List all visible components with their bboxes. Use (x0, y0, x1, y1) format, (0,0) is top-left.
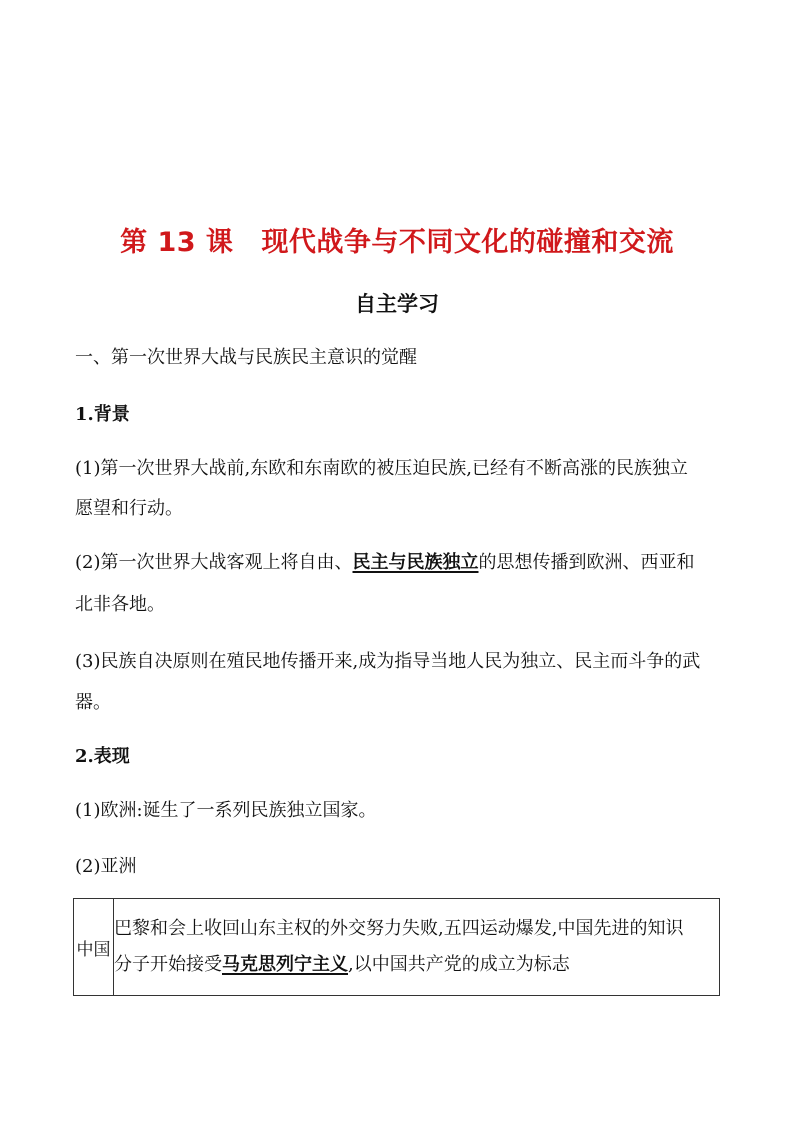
background-item2-line2: 北非各地。 (75, 594, 165, 615)
background-item3-line1: (3)民族自决原则在殖民地传播开来,成为指导当地人民为独立、民主而斗争的武 (75, 651, 701, 672)
lesson-number: 第 13 课 (120, 227, 234, 258)
background-item2-line1 (75, 552, 725, 574)
item2-keyword: 民主与民族独立 (352, 552, 479, 573)
item2-post-text: 的思想传播到欧洲、西亚和 (478, 552, 695, 573)
background-item1-line2: 愿望和行动。 (75, 498, 183, 519)
table-row (74, 899, 720, 996)
lesson-title (0, 220, 794, 259)
background-item3-line2: 器。 (75, 692, 111, 713)
table-content-line2 (114, 947, 719, 983)
part1-heading: 一、第一次世界大战与民族民主意识的觉醒 (75, 347, 417, 368)
item2-pre-text: (2)第一次世界大战客观上将自由、 (75, 552, 353, 573)
manifestation-heading: 2.表现 (75, 746, 130, 767)
asia-table (73, 898, 720, 996)
table-content-line1: 巴黎和会上收回山东主权的外交努力失败,五四运动爆发,中国先进的知识 (114, 918, 684, 939)
table-label-china: 中国 (74, 899, 114, 996)
background-item1-line1: (1)第一次世界大战前,东欧和东南欧的被压迫民族,已经有不断高涨的民族独立 (75, 458, 688, 479)
lesson-name: 现代战争与不同文化的碰撞和交流 (261, 227, 674, 258)
asia-item: (2)亚洲 (75, 856, 137, 877)
table-line2-post: ,以中国共产党的成立为标志 (348, 954, 570, 975)
europe-item: (1)欧洲:诞生了一系列民族独立国家。 (75, 800, 377, 821)
background-heading: 1.背景 (75, 404, 130, 425)
table-content (114, 899, 720, 996)
table-line2-pre: 分子开始接受 (114, 954, 222, 975)
section-title: 自主学习 (355, 292, 439, 316)
table-line2-keyword: 马克思列宁主义 (222, 954, 348, 975)
